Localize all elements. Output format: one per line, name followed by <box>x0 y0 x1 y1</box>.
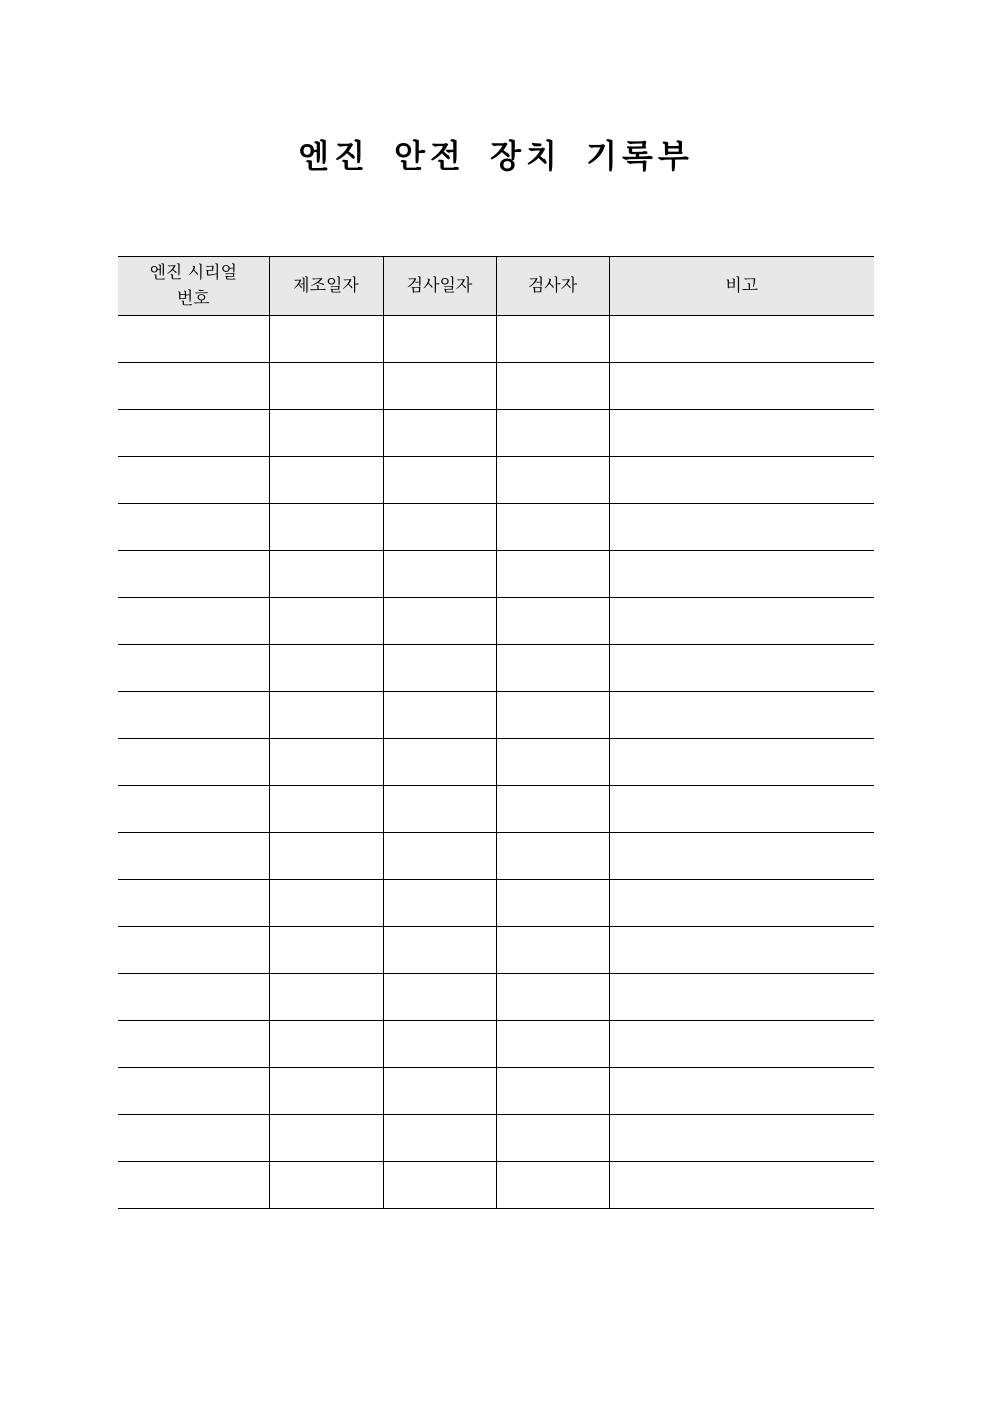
table-row <box>118 692 874 739</box>
table-row <box>118 645 874 692</box>
cell-manufacture-date[interactable] <box>269 927 383 974</box>
cell-engine-serial[interactable] <box>118 974 269 1021</box>
header-remarks: 비고 <box>609 257 874 316</box>
cell-remarks[interactable] <box>609 598 874 645</box>
cell-inspection-date[interactable] <box>383 363 496 410</box>
page-title: 엔진 안전 장치 기록부 <box>298 137 694 175</box>
cell-manufacture-date[interactable] <box>269 833 383 880</box>
cell-engine-serial[interactable] <box>118 551 269 598</box>
table-row <box>118 316 874 363</box>
table-header-row <box>118 257 874 316</box>
table-row <box>118 739 874 786</box>
cell-inspection-date[interactable] <box>383 645 496 692</box>
cell-engine-serial[interactable] <box>118 457 269 504</box>
cell-manufacture-date[interactable] <box>269 410 383 457</box>
cell-manufacture-date[interactable] <box>269 598 383 645</box>
cell-inspector[interactable] <box>496 786 609 833</box>
header-manufacture-date: 제조일자 <box>269 257 383 316</box>
cell-engine-serial[interactable] <box>118 692 269 739</box>
cell-engine-serial[interactable] <box>118 504 269 551</box>
cell-inspection-date[interactable] <box>383 1115 496 1162</box>
cell-engine-serial[interactable] <box>118 645 269 692</box>
cell-manufacture-date[interactable] <box>269 1115 383 1162</box>
cell-manufacture-date[interactable] <box>269 739 383 786</box>
record-table <box>118 256 874 1209</box>
cell-remarks[interactable] <box>609 363 874 410</box>
cell-inspector[interactable] <box>496 363 609 410</box>
cell-inspection-date[interactable] <box>383 1021 496 1068</box>
cell-remarks[interactable] <box>609 833 874 880</box>
cell-inspection-date[interactable] <box>383 504 496 551</box>
cell-inspector[interactable] <box>496 410 609 457</box>
cell-remarks[interactable] <box>609 457 874 504</box>
cell-inspector[interactable] <box>496 927 609 974</box>
header-inspector: 검사자 <box>496 257 609 316</box>
cell-inspector[interactable] <box>496 551 609 598</box>
cell-inspection-date[interactable] <box>383 739 496 786</box>
table-row <box>118 833 874 880</box>
cell-engine-serial[interactable] <box>118 786 269 833</box>
table-body <box>118 316 874 1209</box>
cell-inspection-date[interactable] <box>383 410 496 457</box>
cell-manufacture-date[interactable] <box>269 551 383 598</box>
cell-remarks[interactable] <box>609 880 874 927</box>
cell-manufacture-date[interactable] <box>269 1021 383 1068</box>
cell-inspector[interactable] <box>496 880 609 927</box>
cell-manufacture-date[interactable] <box>269 1162 383 1209</box>
cell-remarks[interactable] <box>609 927 874 974</box>
table-row <box>118 1162 874 1209</box>
cell-remarks[interactable] <box>609 1115 874 1162</box>
cell-inspection-date[interactable] <box>383 692 496 739</box>
cell-remarks[interactable] <box>609 692 874 739</box>
cell-inspection-date[interactable] <box>383 927 496 974</box>
table-row <box>118 974 874 1021</box>
cell-inspector[interactable] <box>496 1021 609 1068</box>
cell-remarks[interactable] <box>609 410 874 457</box>
cell-manufacture-date[interactable] <box>269 363 383 410</box>
cell-remarks[interactable] <box>609 786 874 833</box>
cell-inspection-date[interactable] <box>383 457 496 504</box>
table-row <box>118 880 874 927</box>
cell-remarks[interactable] <box>609 1021 874 1068</box>
cell-engine-serial[interactable] <box>118 410 269 457</box>
cell-engine-serial[interactable] <box>118 316 269 363</box>
cell-remarks[interactable] <box>609 645 874 692</box>
cell-inspector[interactable] <box>496 692 609 739</box>
table-row <box>118 457 874 504</box>
cell-inspector[interactable] <box>496 457 609 504</box>
cell-remarks[interactable] <box>609 974 874 1021</box>
cell-engine-serial[interactable] <box>118 1068 269 1115</box>
table-row <box>118 786 874 833</box>
cell-inspector[interactable] <box>496 316 609 363</box>
cell-engine-serial[interactable] <box>118 833 269 880</box>
cell-engine-serial[interactable] <box>118 927 269 974</box>
table-row <box>118 551 874 598</box>
cell-inspection-date[interactable] <box>383 880 496 927</box>
table-row <box>118 1068 874 1115</box>
cell-inspector[interactable] <box>496 504 609 551</box>
cell-inspector[interactable] <box>496 1162 609 1209</box>
cell-inspection-date[interactable] <box>383 551 496 598</box>
cell-inspection-date[interactable] <box>383 833 496 880</box>
cell-manufacture-date[interactable] <box>269 692 383 739</box>
cell-inspection-date[interactable] <box>383 1162 496 1209</box>
table-row <box>118 927 874 974</box>
cell-manufacture-date[interactable] <box>269 645 383 692</box>
table-row <box>118 598 874 645</box>
table-row <box>118 504 874 551</box>
cell-engine-serial[interactable] <box>118 1021 269 1068</box>
cell-manufacture-date[interactable] <box>269 504 383 551</box>
cell-inspector[interactable] <box>496 739 609 786</box>
cell-inspector[interactable] <box>496 1115 609 1162</box>
cell-inspector[interactable] <box>496 833 609 880</box>
cell-engine-serial[interactable] <box>118 1115 269 1162</box>
header-engine-serial: 엔진 시리얼 번호 <box>118 257 269 316</box>
cell-inspection-date[interactable] <box>383 598 496 645</box>
cell-inspection-date[interactable] <box>383 974 496 1021</box>
table-row <box>118 410 874 457</box>
cell-remarks[interactable] <box>609 504 874 551</box>
cell-inspection-date[interactable] <box>383 316 496 363</box>
cell-engine-serial[interactable] <box>118 598 269 645</box>
cell-manufacture-date[interactable] <box>269 457 383 504</box>
cell-manufacture-date[interactable] <box>269 974 383 1021</box>
table-row <box>118 1021 874 1068</box>
cell-inspection-date[interactable] <box>383 1068 496 1115</box>
table-row <box>118 1115 874 1162</box>
cell-remarks[interactable] <box>609 551 874 598</box>
cell-remarks[interactable] <box>609 1162 874 1209</box>
cell-manufacture-date[interactable] <box>269 316 383 363</box>
cell-engine-serial[interactable] <box>118 363 269 410</box>
cell-inspector[interactable] <box>496 598 609 645</box>
header-inspection-date: 검사일자 <box>383 257 496 316</box>
cell-inspection-date[interactable] <box>383 786 496 833</box>
cell-inspector[interactable] <box>496 1068 609 1115</box>
cell-inspector[interactable] <box>496 974 609 1021</box>
cell-manufacture-date[interactable] <box>269 880 383 927</box>
cell-manufacture-date[interactable] <box>269 1068 383 1115</box>
cell-remarks[interactable] <box>609 316 874 363</box>
cell-remarks[interactable] <box>609 739 874 786</box>
cell-remarks[interactable] <box>609 1068 874 1115</box>
cell-engine-serial[interactable] <box>118 880 269 927</box>
cell-engine-serial[interactable] <box>118 1162 269 1209</box>
table-row <box>118 363 874 410</box>
cell-inspector[interactable] <box>496 645 609 692</box>
cell-manufacture-date[interactable] <box>269 786 383 833</box>
cell-engine-serial[interactable] <box>118 739 269 786</box>
